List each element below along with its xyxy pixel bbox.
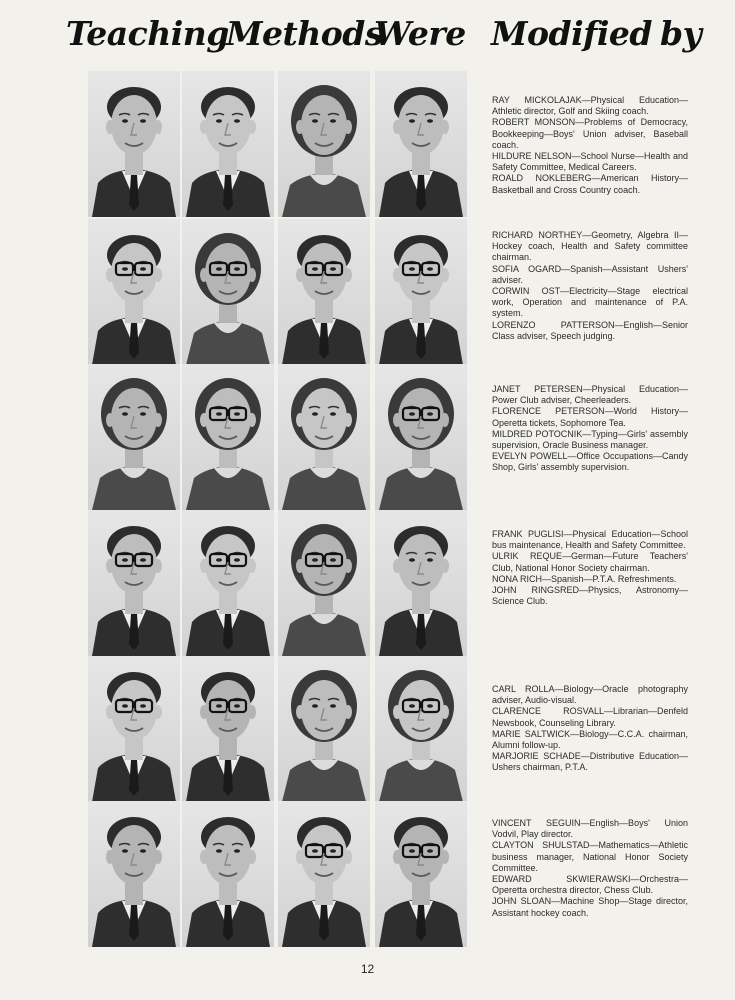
headline-word-1: Teaching: [66, 14, 229, 53]
faculty-portrait: [375, 71, 467, 217]
faculty-portrait: [88, 510, 180, 656]
faculty-portrait: [88, 801, 180, 947]
portrait-graphic: [182, 219, 274, 365]
portrait-graphic: [375, 510, 467, 656]
portrait-graphic: [278, 510, 370, 656]
faculty-entry: FRANK PUGLISI—Physical Education—School bus maintenance, Health and Safety Committee.: [492, 529, 688, 551]
faculty-portrait: [88, 656, 180, 802]
portrait-graphic: [88, 364, 180, 510]
faculty-entry: MARIE SALTWICK—Biology—C.C.A. chairman, Alumni follow-up.: [492, 728, 688, 751]
faculty-portrait: [88, 364, 180, 510]
headline-word-3: Were: [374, 14, 466, 53]
portrait-graphic: [182, 656, 274, 802]
faculty-entry: EDWARD SKWIERAWSKI—Orchestra—Operetta orchestra director, Chess Club.: [492, 874, 688, 896]
faculty-entry: ULRIK REQUE—German—Future Teachers' Club, National Honor Society chairman.: [492, 551, 688, 573]
faculty-portrait: [278, 656, 370, 802]
faculty-portrait: [182, 219, 274, 365]
caption-group-1: [492, 95, 688, 196]
faculty-entry: MILDRED POTOCNIK—Typing—Girls' assembly supervision, Oracle Business manager.: [492, 428, 688, 451]
faculty-entry: CLAYTON SHULSTAD—Mathematics—Athletic business manager, National Honor Society Committee.: [492, 840, 688, 873]
portrait-graphic: [182, 71, 274, 217]
headline-word-5: by: [660, 14, 702, 53]
faculty-entry: JANET PETERSEN—Physical Education—Power Club adviser, Cheerleaders.: [492, 384, 688, 406]
faculty-portrait: [182, 801, 274, 947]
portrait-graphic: [278, 71, 370, 217]
faculty-entry: VINCENT SEGUIN—English—Boys' Union Vodvil, Play director.: [492, 818, 688, 840]
portrait-graphic: [375, 656, 467, 802]
faculty-entry: SOFIA OGARD—Spanish—Assistant Ushers' adviser.: [492, 263, 688, 285]
faculty-portrait: [375, 656, 467, 802]
faculty-portrait: [375, 219, 467, 365]
headline-word-2: Methods: [226, 14, 383, 53]
portrait-graphic: [182, 510, 274, 656]
caption-group-5: [492, 684, 688, 774]
faculty-entry: RICHARD NORTHEY—Geometry, Algebra II—Hockey coach, Health and Safety committee chairman.: [492, 230, 688, 263]
portrait-graphic: [182, 801, 274, 947]
portrait-graphic: [278, 801, 370, 947]
portrait-graphic: [88, 656, 180, 802]
portrait-graphic: [88, 219, 180, 365]
faculty-portrait: [88, 71, 180, 217]
caption-group-3: [492, 384, 688, 474]
faculty-portrait: [375, 364, 467, 510]
faculty-entry: HILDURE NELSON—School Nurse—Health and Safety Committee, Medical Careers.: [492, 151, 688, 173]
portrait-graphic: [88, 71, 180, 217]
page-headline: [0, 12, 735, 62]
caption-group-4: [492, 529, 688, 607]
faculty-entry: JOHN SLOAN—Machine Shop—Stage director, Assistant hockey coach.: [492, 896, 688, 918]
faculty-portrait: [182, 510, 274, 656]
faculty-portrait: [88, 219, 180, 365]
portrait-graphic: [182, 364, 274, 510]
faculty-entry: CLARENCE ROSVALL—Librarian—Denfeld Newsbook, Counseling Library.: [492, 706, 688, 728]
faculty-entry: EVELYN POWELL—Office Occupations—Candy Shop, Girls' assembly supervision.: [492, 451, 688, 473]
faculty-entry: RAY MICKOLAJAK—Physical Education—Athletic director, Golf and Skiing coach.: [492, 95, 688, 117]
portrait-graphic: [278, 219, 370, 365]
faculty-portrait: [182, 364, 274, 510]
faculty-portrait: [278, 71, 370, 217]
faculty-portrait: [375, 801, 467, 947]
portrait-graphic: [375, 801, 467, 947]
faculty-portrait: [278, 219, 370, 365]
faculty-portrait: [278, 510, 370, 656]
portrait-graphic: [375, 364, 467, 510]
faculty-portrait: [278, 364, 370, 510]
faculty-portrait: [375, 510, 467, 656]
faculty-portrait: [278, 801, 370, 947]
faculty-entry: MARJORIE SCHADE—Distributive Education—Ushers chairman, P.T.A.: [492, 751, 688, 773]
caption-group-2: [492, 230, 688, 342]
faculty-entry: CARL ROLLA—Biology—Oracle photography adviser, Audio-visual.: [492, 684, 688, 706]
page-number: 12: [360, 962, 375, 976]
faculty-entry: LORENZO PATTERSON—English—Senior Class adviser, Speech judging.: [492, 319, 688, 341]
portrait-graphic: [375, 71, 467, 217]
faculty-entry: NONA RICH—Spanish—P.T.A. Refreshments.: [492, 573, 677, 584]
faculty-entry: ROBERT MONSON—Problems of Democracy, Bookkeeping—Boys' Union adviser, Baseball coach.: [492, 117, 688, 150]
faculty-portrait: [182, 656, 274, 802]
portrait-graphic: [88, 510, 180, 656]
faculty-portrait: [182, 71, 274, 217]
faculty-entry: FLORENCE PETERSON—World History—Operetta tickets, Sophomore Tea.: [492, 406, 688, 428]
faculty-entry: CORWIN OST—Electricity—Stage electrical work, Operation and maintenance of P.A. system.: [492, 286, 688, 319]
portrait-graphic: [375, 219, 467, 365]
faculty-entry: ROALD NOKLEBERG—American History—Basketball and Cross Country coach.: [492, 173, 688, 195]
caption-group-6: [492, 818, 688, 919]
portrait-graphic: [88, 801, 180, 947]
faculty-entry: JOHN RINGSRED—Physics, Astronomy—Science Club.: [492, 585, 688, 607]
portrait-graphic: [278, 364, 370, 510]
headline-word-4: Modified: [491, 14, 652, 53]
portrait-graphic: [278, 656, 370, 802]
